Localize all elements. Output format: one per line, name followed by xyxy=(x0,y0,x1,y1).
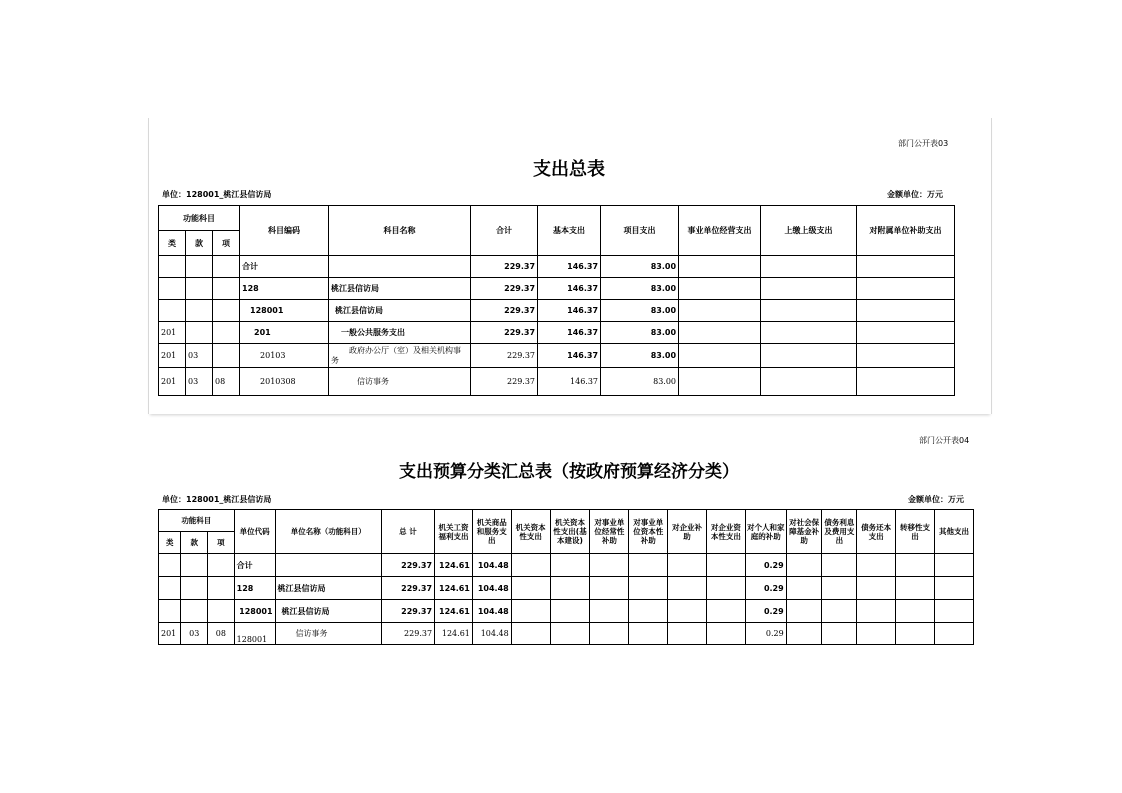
cell-lei xyxy=(159,600,181,623)
cell-unit-name: 桃江县信访局 xyxy=(275,577,381,600)
cell-unit-name: 信访事务 xyxy=(275,623,381,645)
cell-name: 桃江县信访局 xyxy=(329,278,471,300)
cell-kuan: 03 xyxy=(186,344,213,368)
header-lei: 类 xyxy=(159,231,186,256)
cell-project: 83.00 xyxy=(601,300,679,322)
cell-upper xyxy=(761,322,857,344)
cell-code: 20103 xyxy=(240,344,329,368)
cell-subsidy xyxy=(857,300,955,322)
table1-tag: 部门公开表03 xyxy=(898,139,949,148)
cell-c12 xyxy=(857,623,896,645)
cell-c7 xyxy=(668,577,707,600)
cell-xiang xyxy=(208,577,235,600)
header-code: 科目编码 xyxy=(240,206,329,256)
header-project: 项目支出 xyxy=(601,206,679,256)
header-func-group: 功能科目 xyxy=(159,510,235,532)
header-func-group: 功能科目 xyxy=(159,206,240,231)
cell-c1: 124.61 xyxy=(435,623,473,645)
cell-c14 xyxy=(934,623,973,645)
cell-upper xyxy=(761,344,857,368)
table2-unit-left: 单位：128001_桃江县信访局 xyxy=(162,495,272,504)
header-c11: 债务利息及费用支出 xyxy=(822,510,857,554)
cell-code: 合计 xyxy=(240,256,329,278)
cell-kuan: 03 xyxy=(186,368,213,396)
cell-kuan xyxy=(181,600,208,623)
cell-kuan xyxy=(181,554,208,577)
cell-c13 xyxy=(896,577,935,600)
cell-project: 83.00 xyxy=(601,278,679,300)
cell-code: 128 xyxy=(240,278,329,300)
cell-lei: 201 xyxy=(159,322,186,344)
cell-name: 信访事务 xyxy=(329,368,471,396)
cell-unit-code: 128001 xyxy=(234,623,275,645)
cell-c12 xyxy=(857,577,896,600)
table-row xyxy=(159,554,974,577)
header-c4: 机关资本性支出(基本建设) xyxy=(550,510,590,554)
cell-xiang xyxy=(213,278,240,300)
cell-c11 xyxy=(822,577,857,600)
cell-xiang xyxy=(213,300,240,322)
cell-upper xyxy=(761,278,857,300)
cell-operating xyxy=(679,278,761,300)
cell-c4 xyxy=(550,554,590,577)
cell-kuan xyxy=(186,300,213,322)
table-row xyxy=(159,577,974,600)
cell-c12 xyxy=(857,600,896,623)
cell-c9: 0.29 xyxy=(745,577,786,600)
cell-unit-code: 128001 xyxy=(234,600,275,623)
expenditure-summary-table xyxy=(158,205,955,396)
cell-operating xyxy=(679,368,761,396)
cell-xiang xyxy=(208,554,235,577)
cell-operating xyxy=(679,344,761,368)
header-c8: 对企业资本性支出 xyxy=(706,510,745,554)
cell-c3 xyxy=(511,600,550,623)
cell-c2: 104.48 xyxy=(472,554,511,577)
table-row xyxy=(159,344,955,368)
cell-c12 xyxy=(857,554,896,577)
cell-c3 xyxy=(511,623,550,645)
cell-lei xyxy=(159,554,181,577)
cell-subsidy xyxy=(857,278,955,300)
cell-name xyxy=(329,256,471,278)
cell-operating xyxy=(679,256,761,278)
cell-basic: 146.37 xyxy=(538,322,601,344)
cell-c7 xyxy=(668,554,707,577)
cell-c2: 104.48 xyxy=(472,577,511,600)
header-c9: 对个人和家庭的补助 xyxy=(745,510,786,554)
cell-name: 桃江县信访局 xyxy=(329,300,471,322)
cell-total: 229.37 xyxy=(471,300,538,322)
cell-lei xyxy=(159,300,186,322)
cell-total: 229.37 xyxy=(381,577,434,600)
table-row xyxy=(159,256,955,278)
cell-total: 229.37 xyxy=(471,256,538,278)
cell-c11 xyxy=(822,554,857,577)
header-name: 科目名称 xyxy=(329,206,471,256)
header-c7: 对企业补助 xyxy=(668,510,707,554)
cell-xiang xyxy=(213,344,240,368)
cell-total: 229.37 xyxy=(381,600,434,623)
cell-subsidy xyxy=(857,368,955,396)
cell-code: 128001 xyxy=(240,300,329,322)
header-c12: 债务还本支出 xyxy=(857,510,896,554)
cell-lei xyxy=(159,577,181,600)
cell-name: 一般公共服务支出 xyxy=(329,322,471,344)
cell-lei: 201 xyxy=(159,623,181,645)
cell-lei xyxy=(159,256,186,278)
cell-project: 83.00 xyxy=(601,256,679,278)
cell-total: 229.37 xyxy=(381,554,434,577)
cell-c7 xyxy=(668,600,707,623)
header-kuan: 款 xyxy=(186,231,213,256)
cell-basic: 146.37 xyxy=(538,368,601,396)
cell-kuan: 03 xyxy=(181,623,208,645)
cell-c8 xyxy=(706,623,745,645)
table1-title: 支出总表 xyxy=(533,159,605,180)
cell-c9: 0.29 xyxy=(745,554,786,577)
cell-unit-code: 合计 xyxy=(234,554,275,577)
cell-c4 xyxy=(550,577,590,600)
table1-unit-left: 单位：128001_桃江县信访局 xyxy=(162,190,272,199)
cell-subsidy xyxy=(857,344,955,368)
cell-c8 xyxy=(706,577,745,600)
cell-project: 83.00 xyxy=(601,368,679,396)
cell-c13 xyxy=(896,623,935,645)
cell-upper xyxy=(761,300,857,322)
table-row xyxy=(159,368,955,396)
cell-unit-name: 桃江县信访局 xyxy=(275,600,381,623)
header-c2: 机关商品和服务支出 xyxy=(472,510,511,554)
cell-c6 xyxy=(629,623,668,645)
cell-c13 xyxy=(896,600,935,623)
economic-classification-table xyxy=(158,509,974,645)
cell-c5 xyxy=(590,554,629,577)
cell-lei xyxy=(159,278,186,300)
table-row xyxy=(159,278,955,300)
cell-total: 229.37 xyxy=(471,344,538,368)
cell-basic: 146.37 xyxy=(538,344,601,368)
cell-basic: 146.37 xyxy=(538,278,601,300)
table-row xyxy=(159,300,955,322)
header-c13: 转移性支出 xyxy=(896,510,935,554)
header-c6: 对事业单位资本性补助 xyxy=(629,510,668,554)
cell-c6 xyxy=(629,577,668,600)
table2-title: 支出预算分类汇总表（按政府预算经济分类） xyxy=(399,462,739,482)
cell-total: 229.37 xyxy=(471,368,538,396)
cell-c10 xyxy=(786,577,822,600)
cell-c7 xyxy=(668,623,707,645)
cell-subsidy xyxy=(857,322,955,344)
cell-c14 xyxy=(934,554,973,577)
cell-c10 xyxy=(786,554,822,577)
cell-xiang: 08 xyxy=(208,623,235,645)
cell-xiang xyxy=(213,322,240,344)
cell-c9: 0.29 xyxy=(745,623,786,645)
table1-unit-right: 金额单位：万元 xyxy=(887,190,943,199)
cell-c3 xyxy=(511,554,550,577)
header-subsidy: 对附属单位补助支出 xyxy=(857,206,955,256)
header-xiang: 项 xyxy=(213,231,240,256)
cell-project: 83.00 xyxy=(601,344,679,368)
cell-kuan xyxy=(186,278,213,300)
cell-c5 xyxy=(590,600,629,623)
cell-c1: 124.61 xyxy=(435,577,473,600)
cell-c10 xyxy=(786,623,822,645)
cell-code: 2010308 xyxy=(240,368,329,396)
cell-unit-code: 128 xyxy=(234,577,275,600)
header-c1: 机关工资福利支出 xyxy=(435,510,473,554)
header-c10: 对社会保障基金补助 xyxy=(786,510,822,554)
cell-c10 xyxy=(786,600,822,623)
cell-code: 201 xyxy=(240,322,329,344)
cell-xiang: 08 xyxy=(213,368,240,396)
header-total: 合计 xyxy=(471,206,538,256)
header-xiang: 项 xyxy=(208,532,235,554)
header-c3: 机关资本性支出 xyxy=(511,510,550,554)
table-row xyxy=(159,600,974,623)
cell-c14 xyxy=(934,577,973,600)
cell-c2: 104.48 xyxy=(472,600,511,623)
cell-total: 229.37 xyxy=(471,278,538,300)
cell-c1: 124.61 xyxy=(435,600,473,623)
header-upper: 上缴上级支出 xyxy=(761,206,857,256)
header-total: 总 计 xyxy=(381,510,434,554)
cell-c5 xyxy=(590,577,629,600)
cell-c6 xyxy=(629,554,668,577)
cell-c3 xyxy=(511,577,550,600)
cell-c11 xyxy=(822,623,857,645)
cell-operating xyxy=(679,322,761,344)
header-kuan: 款 xyxy=(181,532,208,554)
cell-xiang xyxy=(213,256,240,278)
cell-c9: 0.29 xyxy=(745,600,786,623)
cell-basic: 146.37 xyxy=(538,256,601,278)
cell-kuan xyxy=(186,256,213,278)
cell-basic: 146.37 xyxy=(538,300,601,322)
cell-c4 xyxy=(550,623,590,645)
cell-c8 xyxy=(706,600,745,623)
cell-c8 xyxy=(706,554,745,577)
cell-c6 xyxy=(629,600,668,623)
cell-lei: 201 xyxy=(159,368,186,396)
cell-kuan xyxy=(181,577,208,600)
cell-lei: 201 xyxy=(159,344,186,368)
cell-subsidy xyxy=(857,256,955,278)
cell-c11 xyxy=(822,600,857,623)
table2-unit-right: 金额单位：万元 xyxy=(908,495,964,504)
cell-unit-name xyxy=(275,554,381,577)
cell-c2: 104.48 xyxy=(472,623,511,645)
cell-c1: 124.61 xyxy=(435,554,473,577)
header-basic: 基本支出 xyxy=(538,206,601,256)
cell-c14 xyxy=(934,600,973,623)
header-unit-code: 单位代码 xyxy=(234,510,275,554)
header-lei: 类 xyxy=(159,532,181,554)
cell-operating xyxy=(679,300,761,322)
cell-c5 xyxy=(590,623,629,645)
cell-c4 xyxy=(550,600,590,623)
cell-total: 229.37 xyxy=(471,322,538,344)
cell-kuan xyxy=(186,322,213,344)
table2-tag: 部门公开表04 xyxy=(919,436,970,445)
table-row xyxy=(159,623,974,645)
table-row xyxy=(159,322,955,344)
header-c5: 对事业单位经常性补助 xyxy=(590,510,629,554)
cell-upper xyxy=(761,368,857,396)
cell-project: 83.00 xyxy=(601,322,679,344)
cell-c13 xyxy=(896,554,935,577)
cell-total: 229.37 xyxy=(381,623,434,645)
cell-name: 政府办公厅（室）及相关机构事务 xyxy=(329,344,471,368)
cell-upper xyxy=(761,256,857,278)
cell-xiang xyxy=(208,600,235,623)
header-operating: 事业单位经营支出 xyxy=(679,206,761,256)
header-unit-name: 单位名称（功能科目） xyxy=(275,510,381,554)
header-c14: 其他支出 xyxy=(934,510,973,554)
